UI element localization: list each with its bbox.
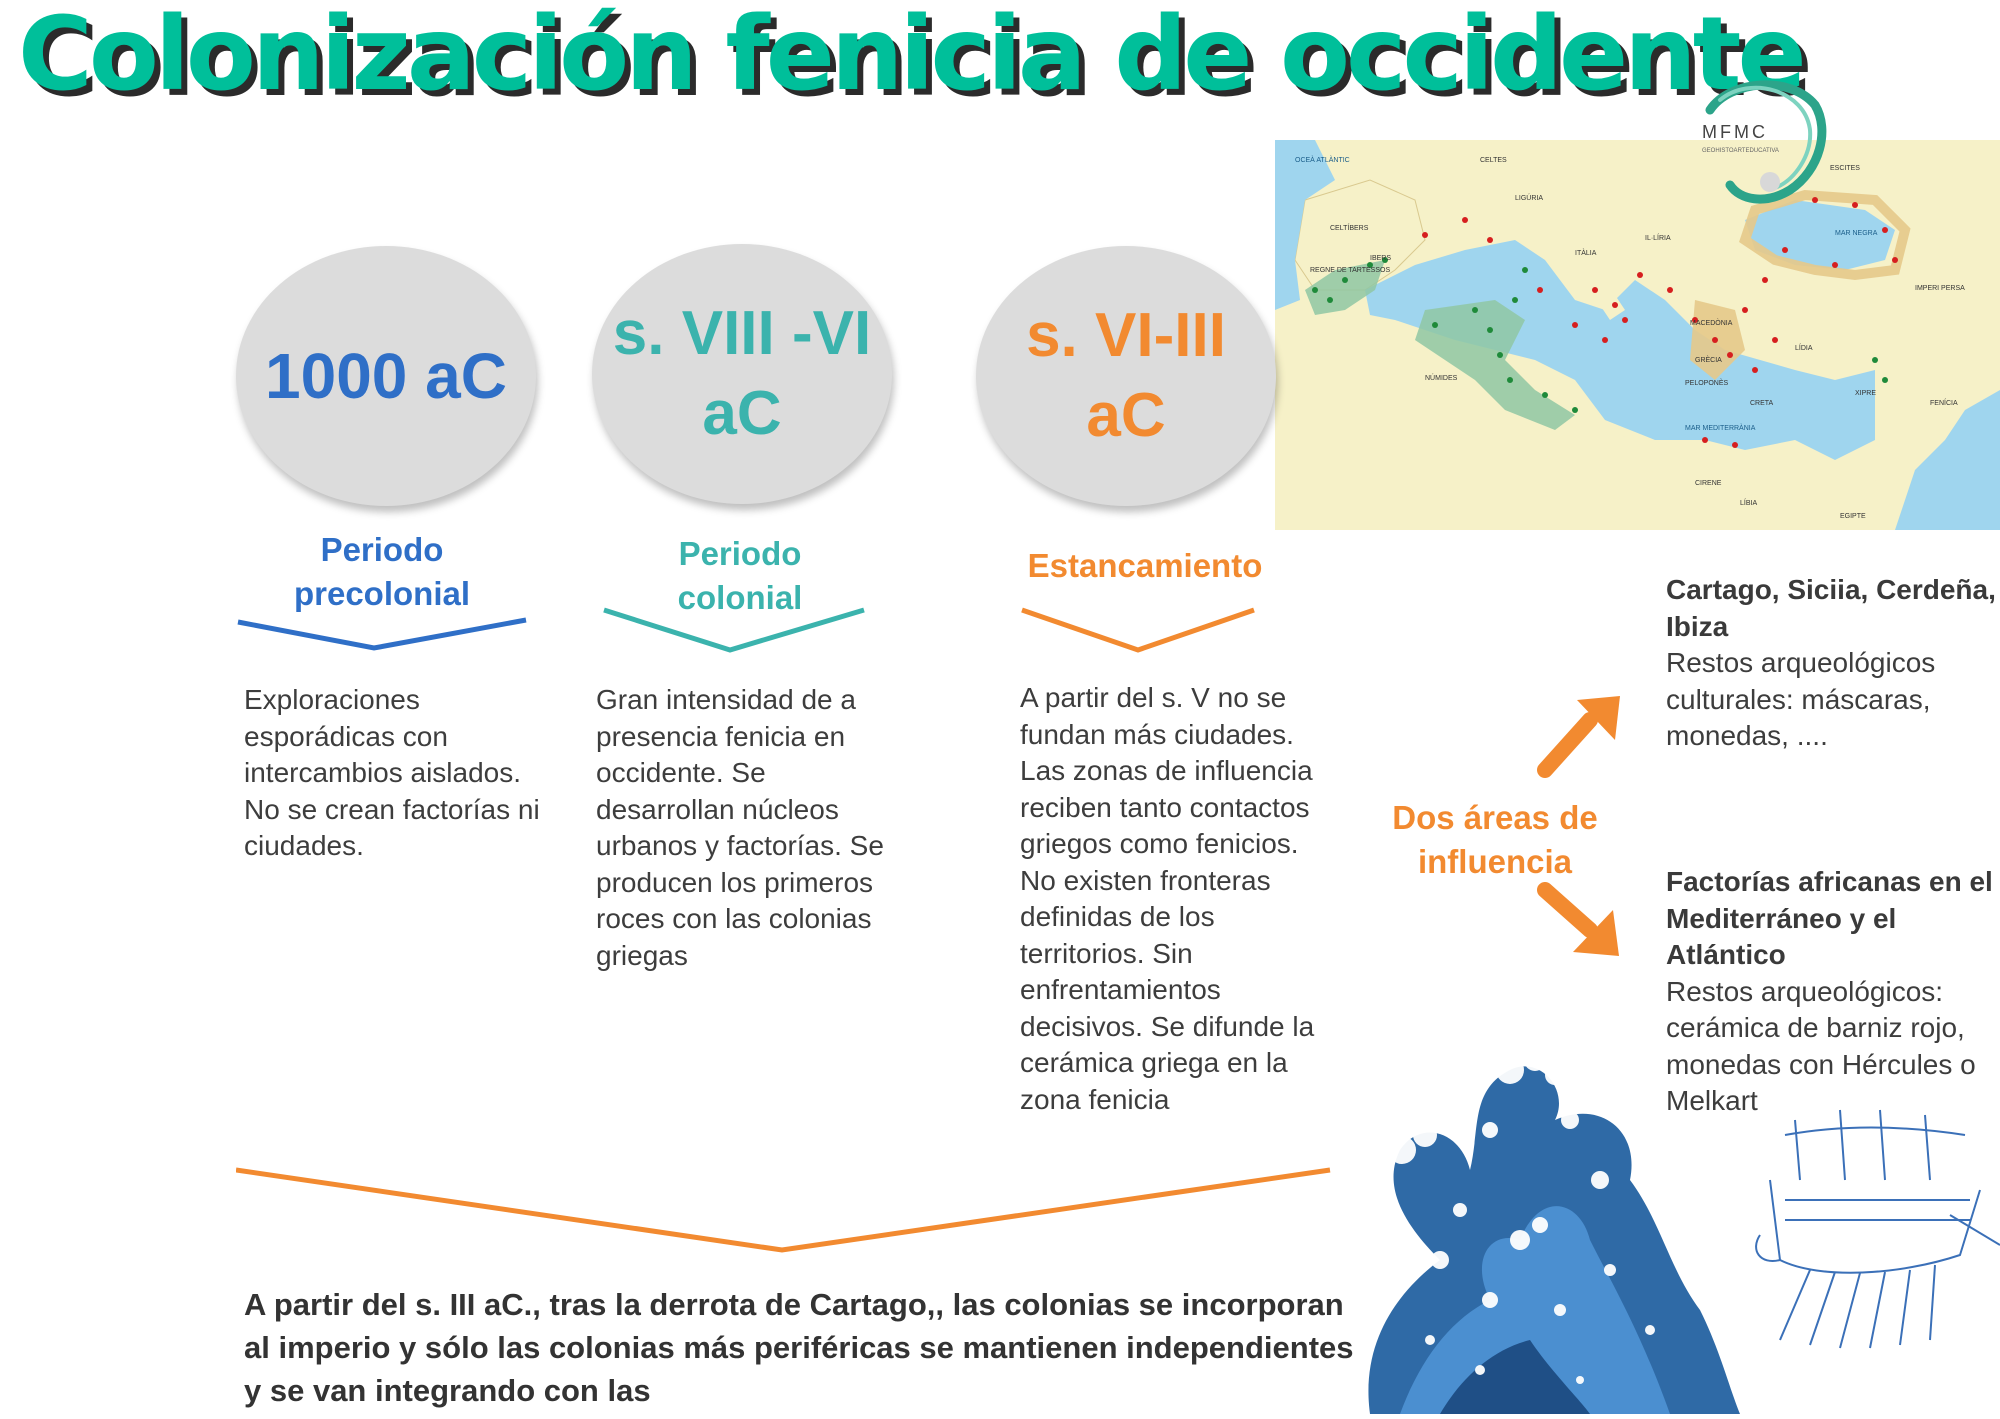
influence-label: Dos áreas de influencia <box>1392 799 1598 880</box>
logo-subtext: GEOHISTOARTEDUCATIVA <box>1702 148 1779 154</box>
map-label-escites: ESCITES <box>1830 165 1860 172</box>
chevron-estancamiento-icon <box>1018 604 1258 654</box>
conclusion-text: A partir del s. III aC., tras la derrota de Cartago,, las colonias se incorporan al imperio y sólo las colonias más periféricas se mantienen independientes y se van integrando con las <box>244 1287 1354 1408</box>
map-label-fenicia: FENÍCIA <box>1930 400 1958 407</box>
influence-area-1 <box>1666 572 1996 755</box>
period-text-estancamiento: A partir del s. V no se fundan más ciudades. Las zonas de influencia reciben tanto contactos griegos como fenicios. No existen fronteras definidas de los territorios. Sin enfrentamientos decisivos. Se difunde la cerámica griega en la zona fenicia <box>1020 682 1315 1115</box>
mediterranean-colonies-map <box>1275 140 2000 530</box>
map-label-numides: NÚMIDES <box>1425 375 1458 382</box>
influence-area-1-text: Restos arqueológicos culturales: máscaras, monedas, .... <box>1666 647 1936 751</box>
map-label-ocean: OCEÀ ATLÀNTIC <box>1295 157 1350 164</box>
map-label-celtes: CELTES <box>1480 157 1507 164</box>
phase-label-precolonial: Periodo precolonial <box>293 531 471 612</box>
chevron-precolonial-icon <box>236 612 536 652</box>
map-label-tartessos: REGNE DE TARTESSOS <box>1310 267 1391 274</box>
map-label-liguria: LIGÚRIA <box>1515 195 1544 202</box>
date-text-estancamiento: s. VI-III aC <box>1026 301 1226 450</box>
map-label-lidia: LÍDIA <box>1795 345 1813 352</box>
phase-label-colonial: Periodo colonial <box>677 535 803 616</box>
period-text-colonial: Gran intensidad de a presencia fenicia en occidente. Se desarrollan núcleos urbanos y factorías. Se producen los primeros roces con las colonias griegas <box>596 684 884 971</box>
page-title: Colonización fenicia de occidente <box>18 0 1803 114</box>
phase-label-estancamiento: Estancamiento <box>1027 547 1263 584</box>
map-label-illiria: IL·LÍRIA <box>1645 235 1671 242</box>
waves-ship-illustration <box>1340 1010 2000 1414</box>
date-circle-colonial <box>592 244 892 504</box>
map-label-egipte: EGIPTE <box>1840 513 1866 520</box>
map-label-mar-negra: MAR NEGRA <box>1835 230 1878 237</box>
map-label-grecia: GRÈCIA <box>1695 357 1722 364</box>
influence-area-2-title: Factorías africanas en el Mediterráneo y el Atlántico <box>1666 866 1993 970</box>
chevron-colonial-icon <box>602 604 872 654</box>
logo-text: MFMC <box>1702 122 1768 142</box>
map-label-cirene: CIRENE <box>1695 480 1722 487</box>
chevron-conclusion-icon <box>236 1160 1336 1260</box>
date-text-precolonial: 1000 aC <box>265 340 507 412</box>
map-label-creta: CRETA <box>1750 400 1774 407</box>
map-label-libia: LÍBIA <box>1740 500 1758 507</box>
logo-swirl-icon <box>1680 70 1830 210</box>
mfmc-logo <box>1680 70 1830 210</box>
arrow-down-right-icon <box>1535 880 1625 960</box>
map-label-ibers: IBERS <box>1370 255 1392 262</box>
influence-area-1-title: Cartago, Siciia, Cerdeña, Ibiza <box>1666 574 1996 642</box>
map-graphic <box>1275 140 2000 530</box>
map-label-imperi-persa: IMPERI PERSA <box>1915 285 1965 292</box>
map-label-macedonia: MACEDÒNIA <box>1690 320 1733 327</box>
waves-icon <box>1340 1010 2000 1414</box>
date-circle-precolonial <box>236 246 536 506</box>
map-label-italia: ITÀLIA <box>1575 250 1597 257</box>
map-label-mar-mediterrania: MAR MEDITERRÀNIA <box>1685 425 1756 432</box>
date-text-colonial: s. VIII -VI aC <box>612 299 872 448</box>
influence-area-2-text: Restos arqueológicos: cerámica de barniz rojo, monedas con Hércules o Melkart <box>1666 975 1976 1116</box>
date-circle-estancamiento <box>976 246 1276 506</box>
map-label-peloponnes: PELOPONÈS <box>1685 380 1729 387</box>
map-label-xipre: XIPRE <box>1855 390 1877 397</box>
period-text-precolonial: Exploraciones esporádicas con intercambios aislados. No se crean factorías ni ciudades. <box>244 684 540 861</box>
map-label-celtibers: CELTÍBERS <box>1330 225 1369 232</box>
arrow-up-right-icon <box>1535 690 1625 780</box>
